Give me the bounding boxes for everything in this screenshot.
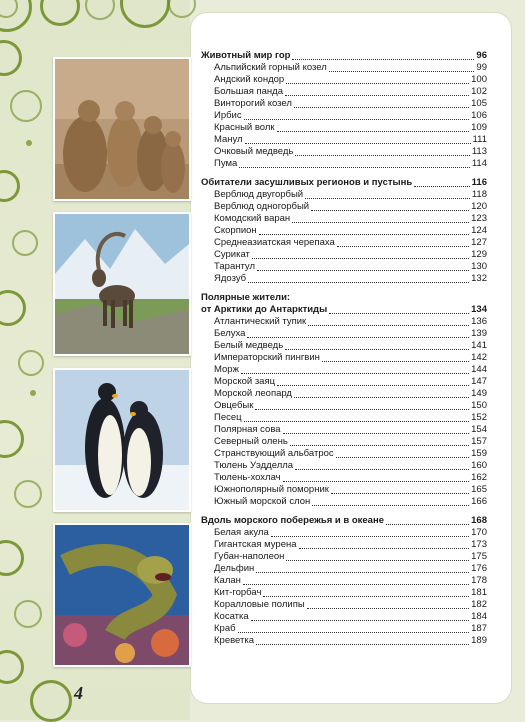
toc-entry: Ирбис 106 (214, 110, 487, 121)
toc-section-heading: Вдоль морского побережья и в океане 168 (201, 515, 487, 526)
toc-entry: Пума 114 (214, 158, 487, 169)
toc-entry: Калан 178 (214, 575, 487, 586)
toc-entry: Атлантический тупик 136 (214, 316, 487, 327)
toc-entry: Очковый медведь 113 (214, 146, 487, 157)
toc-entry: Губан-наполеон 175 (214, 551, 487, 562)
toc-entry: Красный волк 109 (214, 122, 487, 133)
toc-entry: Тарантул 130 (214, 261, 487, 272)
toc-section-mountains (201, 50, 487, 170)
toc-section-heading: Обитатели засушливых регионов и пустынь 116 (201, 177, 487, 188)
toc-entry: Странствующий альбатрос 159 (214, 448, 487, 459)
toc-entry: Полярная сова 154 (214, 424, 487, 435)
toc-entry: Комодский варан 123 (214, 213, 487, 224)
toc-entry: Верблюд двугорбый 118 (214, 189, 487, 200)
swirl-ornament-icon (85, 0, 115, 20)
toc-entry: Косатка 184 (214, 611, 487, 622)
dot-ornament-icon (26, 140, 32, 146)
meerkat-photo (53, 57, 191, 201)
toc-entry: Южный морской слон 166 (214, 496, 487, 507)
toc-entry: Овцебык 150 (214, 400, 487, 411)
toc-section-heading-line1: Полярные жители: (201, 292, 291, 303)
toc-entry: Ядозуб 132 (214, 273, 487, 284)
swirl-ornament-icon (0, 290, 26, 326)
swirl-ornament-icon (0, 540, 24, 576)
swirl-ornament-icon (0, 650, 24, 684)
toc-section-heading: Животный мир гор 96 (201, 50, 487, 61)
dot-ornament-icon (30, 390, 36, 396)
swirl-ornament-icon (30, 680, 72, 722)
penguin-photo (53, 368, 191, 512)
swirl-ornament-icon (168, 0, 196, 18)
table-of-contents (201, 50, 487, 647)
toc-entry: Манул 111 (214, 134, 487, 145)
toc-entry: Дельфин 176 (214, 563, 487, 574)
swirl-ornament-icon (14, 600, 42, 628)
toc-entry: Большая панда 102 (214, 86, 487, 97)
toc-entry: Коралловые полипы 182 (214, 599, 487, 610)
toc-entry: Южнополярный поморник 165 (214, 484, 487, 495)
toc-entry: Скорпион 124 (214, 225, 487, 236)
toc-entry: Кит-горбач 181 (214, 587, 487, 598)
toc-entry: Императорский пингвин 142 (214, 352, 487, 363)
swirl-ornament-icon (0, 40, 22, 76)
toc-entry: Верблюд одногорбый 120 (214, 201, 487, 212)
toc-entry: Альпийский горный козел 99 (214, 62, 487, 73)
toc-entry: Среднеазиатская черепаха 127 (214, 237, 487, 248)
toc-entry: Морской заяц 147 (214, 376, 487, 387)
toc-entry: Тюлень Уэдделла 160 (214, 460, 487, 471)
swirl-ornament-icon (14, 480, 42, 508)
toc-entry: Белый медведь 141 (214, 340, 487, 351)
toc-entry: Андский кондор 100 (214, 74, 487, 85)
toc-entry: Тюлень-хохлач 162 (214, 472, 487, 483)
ibex-photo (53, 212, 191, 356)
moray-eel-photo (53, 523, 191, 667)
toc-entry: Северный олень 157 (214, 436, 487, 447)
toc-entry: Винторогий козел 105 (214, 98, 487, 109)
toc-section-polar (201, 292, 487, 508)
toc-entry: Сурикат 129 (214, 249, 487, 260)
page-number: 4 (74, 683, 83, 703)
toc-entry: Белая акула 170 (214, 527, 487, 538)
swirl-ornament-icon (18, 350, 44, 376)
toc-section-ocean (201, 515, 487, 647)
toc-section-heading: от Арктики до Антарктиды 134 (201, 304, 487, 315)
toc-entry: Морской леопард 149 (214, 388, 487, 399)
toc-entry: Белуха 139 (214, 328, 487, 339)
toc-entry: Гигантская мурена 173 (214, 539, 487, 550)
toc-section-deserts (201, 177, 487, 285)
swirl-ornament-icon (10, 90, 42, 122)
toc-entry: Краб 187 (214, 623, 487, 634)
swirl-ornament-icon (0, 420, 24, 458)
toc-entry: Песец 152 (214, 412, 487, 423)
swirl-ornament-icon (0, 170, 20, 202)
toc-entry: Креветка 189 (214, 635, 487, 646)
swirl-ornament-icon (12, 230, 38, 256)
toc-entry: Морж 144 (214, 364, 487, 375)
swirl-ornament-icon (40, 0, 80, 26)
swirl-ornament-icon (120, 0, 170, 28)
